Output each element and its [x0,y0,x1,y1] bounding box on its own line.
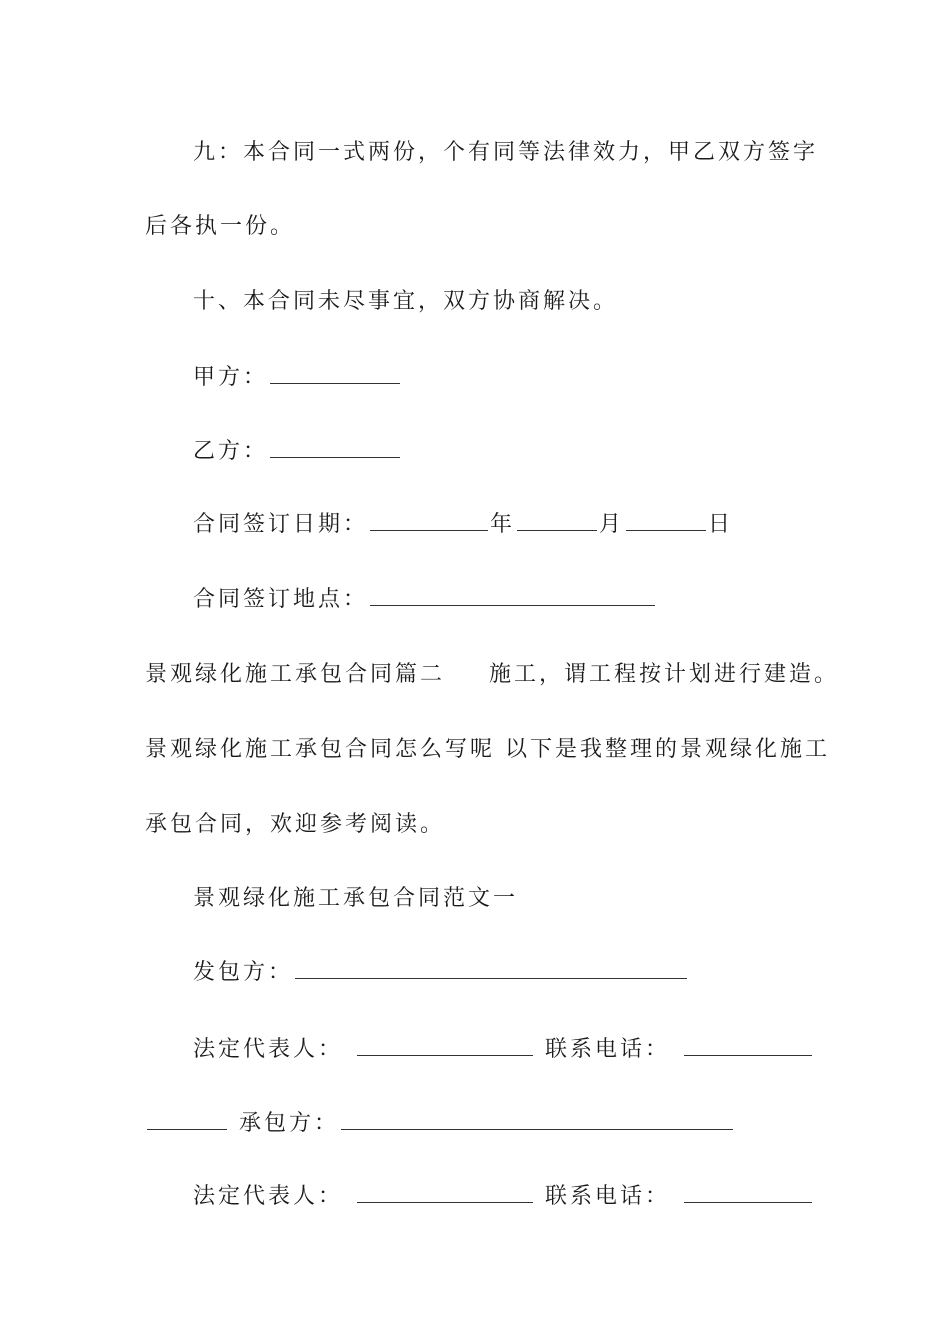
employer-line [193,958,689,988]
sign-day-blank [626,510,706,531]
contractor-blank [341,1109,733,1130]
sign-place-line [193,585,657,615]
clause-nine-line-1 [193,138,818,168]
clause-nine-text: 九：本合同一式两份，个有同等法律效力，甲乙双方签字 [193,140,819,165]
month-label: 月 [599,512,625,537]
clause-nine-text-cont: 后各执一份。 [145,214,296,239]
party-b-line [193,437,402,467]
contractor-line [145,1109,735,1139]
contractor-rep-label: 法定代表人： [193,1184,344,1209]
intro-line-1 [145,735,830,765]
intro-line-2 [145,810,445,840]
clause-ten-line [193,287,618,317]
construction-definition: 施工，谓工程按计划进行建造。 [489,662,840,687]
sign-month-blank [517,510,597,531]
clause-nine-line-2 [145,212,295,242]
section-two-title: 景观绿化施工承包合同篇二 [145,662,446,687]
sign-place-blank [370,585,655,606]
party-a-blank [270,363,400,384]
sample-one-title: 景观绿化施工承包合同范文一 [193,886,519,911]
employer-phone-label: 联系电话： [545,1037,671,1062]
employer-rep-label: 法定代表人： [193,1037,344,1062]
employer-blank [295,958,687,979]
sample-one-heading-line [193,884,518,914]
intro-text: 以下是我整理的景观绿化施工 [505,737,831,762]
contractor-phone-blank [684,1182,812,1203]
intro-text-cont: 承包合同，欢迎参考阅读。 [145,812,446,837]
contractor-rep-line [193,1182,814,1212]
party-a-label: 甲方： [193,365,269,390]
contractor-phone-label: 联系电话： [545,1184,671,1209]
employer-rep-blank [357,1035,533,1056]
sign-date-line [193,510,733,540]
party-b-blank [270,437,400,458]
party-b-label: 乙方： [193,439,269,464]
employer-phone-blank [684,1035,812,1056]
employer-rep-line [193,1035,814,1065]
sign-date-label: 合同签订日期： [193,512,369,537]
party-a-line [193,363,402,393]
clause-ten-text: 十、本合同未尽事宜，双方协商解决。 [193,289,619,314]
year-label: 年 [490,512,516,537]
employer-label: 发包方： [193,960,294,985]
employer-phone-blank-cont [147,1109,227,1130]
contractor-label: 承包方： [239,1111,340,1136]
section-two-heading-line [145,660,839,690]
sign-year-blank [370,510,488,531]
sign-place-label: 合同签订地点： [193,587,369,612]
contractor-rep-blank [357,1182,533,1203]
intro-question: 景观绿化施工承包合同怎么写呢 [145,737,496,762]
day-label: 日 [708,512,734,537]
